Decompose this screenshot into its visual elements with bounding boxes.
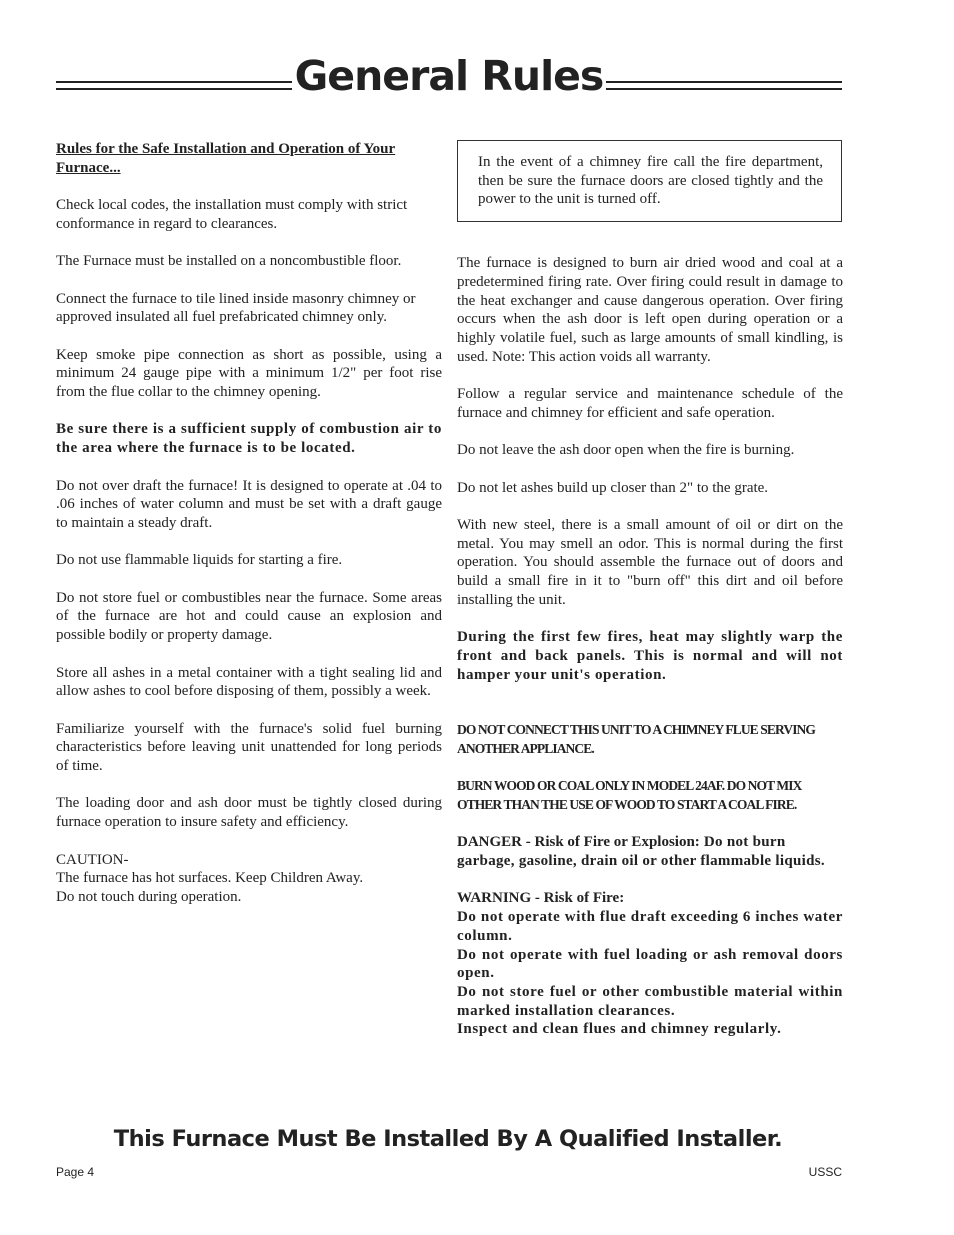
- warning-item-4: Inspect and clean flues and chimney regularly.: [457, 1021, 782, 1038]
- qualified-installer-notice: This Furnace Must Be Installed By A Qualified Installer.: [113, 1126, 783, 1152]
- brand-footer: USSC: [808, 1165, 842, 1179]
- left-column: [56, 140, 442, 907]
- rule-store-fuel: Do not store fuel or combustibles near the furnace. Some areas of the furnace are hot and could cause an explosion and possible bodily or property damage.: [56, 589, 442, 644]
- rule-no-shared-flue: DO NOT CONNECT THIS UNIT TO A CHIMNEY FLUE SERVING ANOTHER APPLIANCE.: [457, 722, 816, 756]
- rule-over-draft: Do not over draft the furnace! It is designed to operate at .04 to .06 inches of water column and must be set with a draft gauge to maintain a steady draft.: [56, 477, 442, 531]
- warning-item-1: Do not operate with flue draft exceeding 6 inches water column.: [457, 909, 843, 944]
- title-row: [56, 52, 842, 102]
- rule-chimney-connection: Connect the furnace to tile lined inside masonry chimney or approved insulated all fuel prefabricated chimney only.: [56, 290, 416, 326]
- rule-first-fires: During the first few fires, heat may slightly warp the front and back panels. This is normal and will not hamper your unit's operation.: [457, 629, 843, 683]
- rule-burn-wood-coal: BURN WOOD OR COAL ONLY IN MODEL 24AF. DO NOT MIX OTHER THAN THE USE OF WOOD TO START A COAL FIRE.: [457, 778, 802, 812]
- caution-line-2: Do not touch during operation.: [56, 888, 242, 905]
- danger-text: Do not burn garbage, gasoline, drain oil or other flammable liquids.: [457, 834, 825, 870]
- rule-local-codes: Check local codes, the installation must comply with strict conformance in regard to clearances.: [56, 197, 408, 232]
- chimney-fire-text: In the event of a chimney fire call the fire department, then be sure the furnace doors are closed tightly and the power to the unit is turned off.: [478, 154, 823, 208]
- rule-doors-closed: The loading door and ash door must be tightly closed during furnace operation to insure safety and efficiency.: [56, 795, 442, 831]
- rule-noncombustible-floor: The Furnace must be installed on a noncombustible floor.: [56, 253, 402, 270]
- rule-familiarize: Familiarize yourself with the furnace's solid fuel burning characteristics before leaving unit unattended for long periods of time.: [56, 720, 442, 775]
- warning-label: WARNING - Risk of Fire:: [457, 890, 625, 907]
- rule-store-ashes: Store all ashes in a metal container with a tight sealing lid and allow ashes to cool before disposing of them, possibly a week.: [56, 664, 442, 700]
- warning-item-3: Do not store fuel or other combustible material within marked installation clearances.: [457, 984, 843, 1019]
- page-number: Page 4: [56, 1165, 95, 1179]
- page-title: General Rules: [294, 52, 604, 100]
- rule-new-steel: With new steel, there is a small amount of oil or dirt on the metal. You may smell an odor. This is normal during the first operation. You should assemble the furnace out of doors and build a small fire in it to "burn off" this dirt and oil before installing the unit.: [457, 516, 843, 608]
- rule-ash-door: Do not leave the ash door open when the fire is burning.: [457, 442, 795, 459]
- warning-block: [457, 889, 843, 1039]
- caution-label: CAUTION-: [56, 851, 129, 868]
- right-column: [457, 140, 843, 1039]
- rule-combustion-air: Be sure there is a sufficient supply of combustion air to the area where the furnace is to be located.: [56, 421, 442, 457]
- rule-firing-rate: The furnace is designed to burn air dried wood and coal at a predetermined firing rate. Over firing could result in damage to the heat exchanger and cause dangerous operation. Over firing occurs when the ash door is left open during operation or a highly volatile fuel, such as large amounts of small kindling, is used. Note: This action voids all warranty.: [457, 255, 843, 365]
- warning-item-2: Do not operate with fuel loading or ash removal doors open.: [457, 946, 843, 982]
- rules-heading: Rules for the Safe Installation and Operation of Your Furnace...: [56, 141, 396, 176]
- caution-line-1: The furnace has hot surfaces. Keep Children Away.: [56, 870, 364, 887]
- rule-ash-buildup: Do not let ashes build up closer than 2" to the grate.: [457, 479, 769, 496]
- chimney-fire-box: [457, 140, 842, 222]
- danger-notice: [457, 833, 843, 870]
- rule-flammable-liquids: Do not use flammable liquids for starting a fire.: [56, 552, 343, 569]
- rule-smoke-pipe: Keep smoke pipe connection as short as possible, using a minimum 24 gauge pipe with a minimum 1/2" per foot rise from the flue collar to the chimney opening.: [56, 346, 442, 401]
- title-rule-right: [606, 81, 842, 90]
- caution-block: [56, 851, 442, 907]
- danger-label: DANGER - Risk of Fire or Explosion:: [457, 834, 700, 851]
- rule-maintenance: Follow a regular service and maintenance schedule of the furnace and chimney for efficient and safe operation.: [457, 386, 843, 421]
